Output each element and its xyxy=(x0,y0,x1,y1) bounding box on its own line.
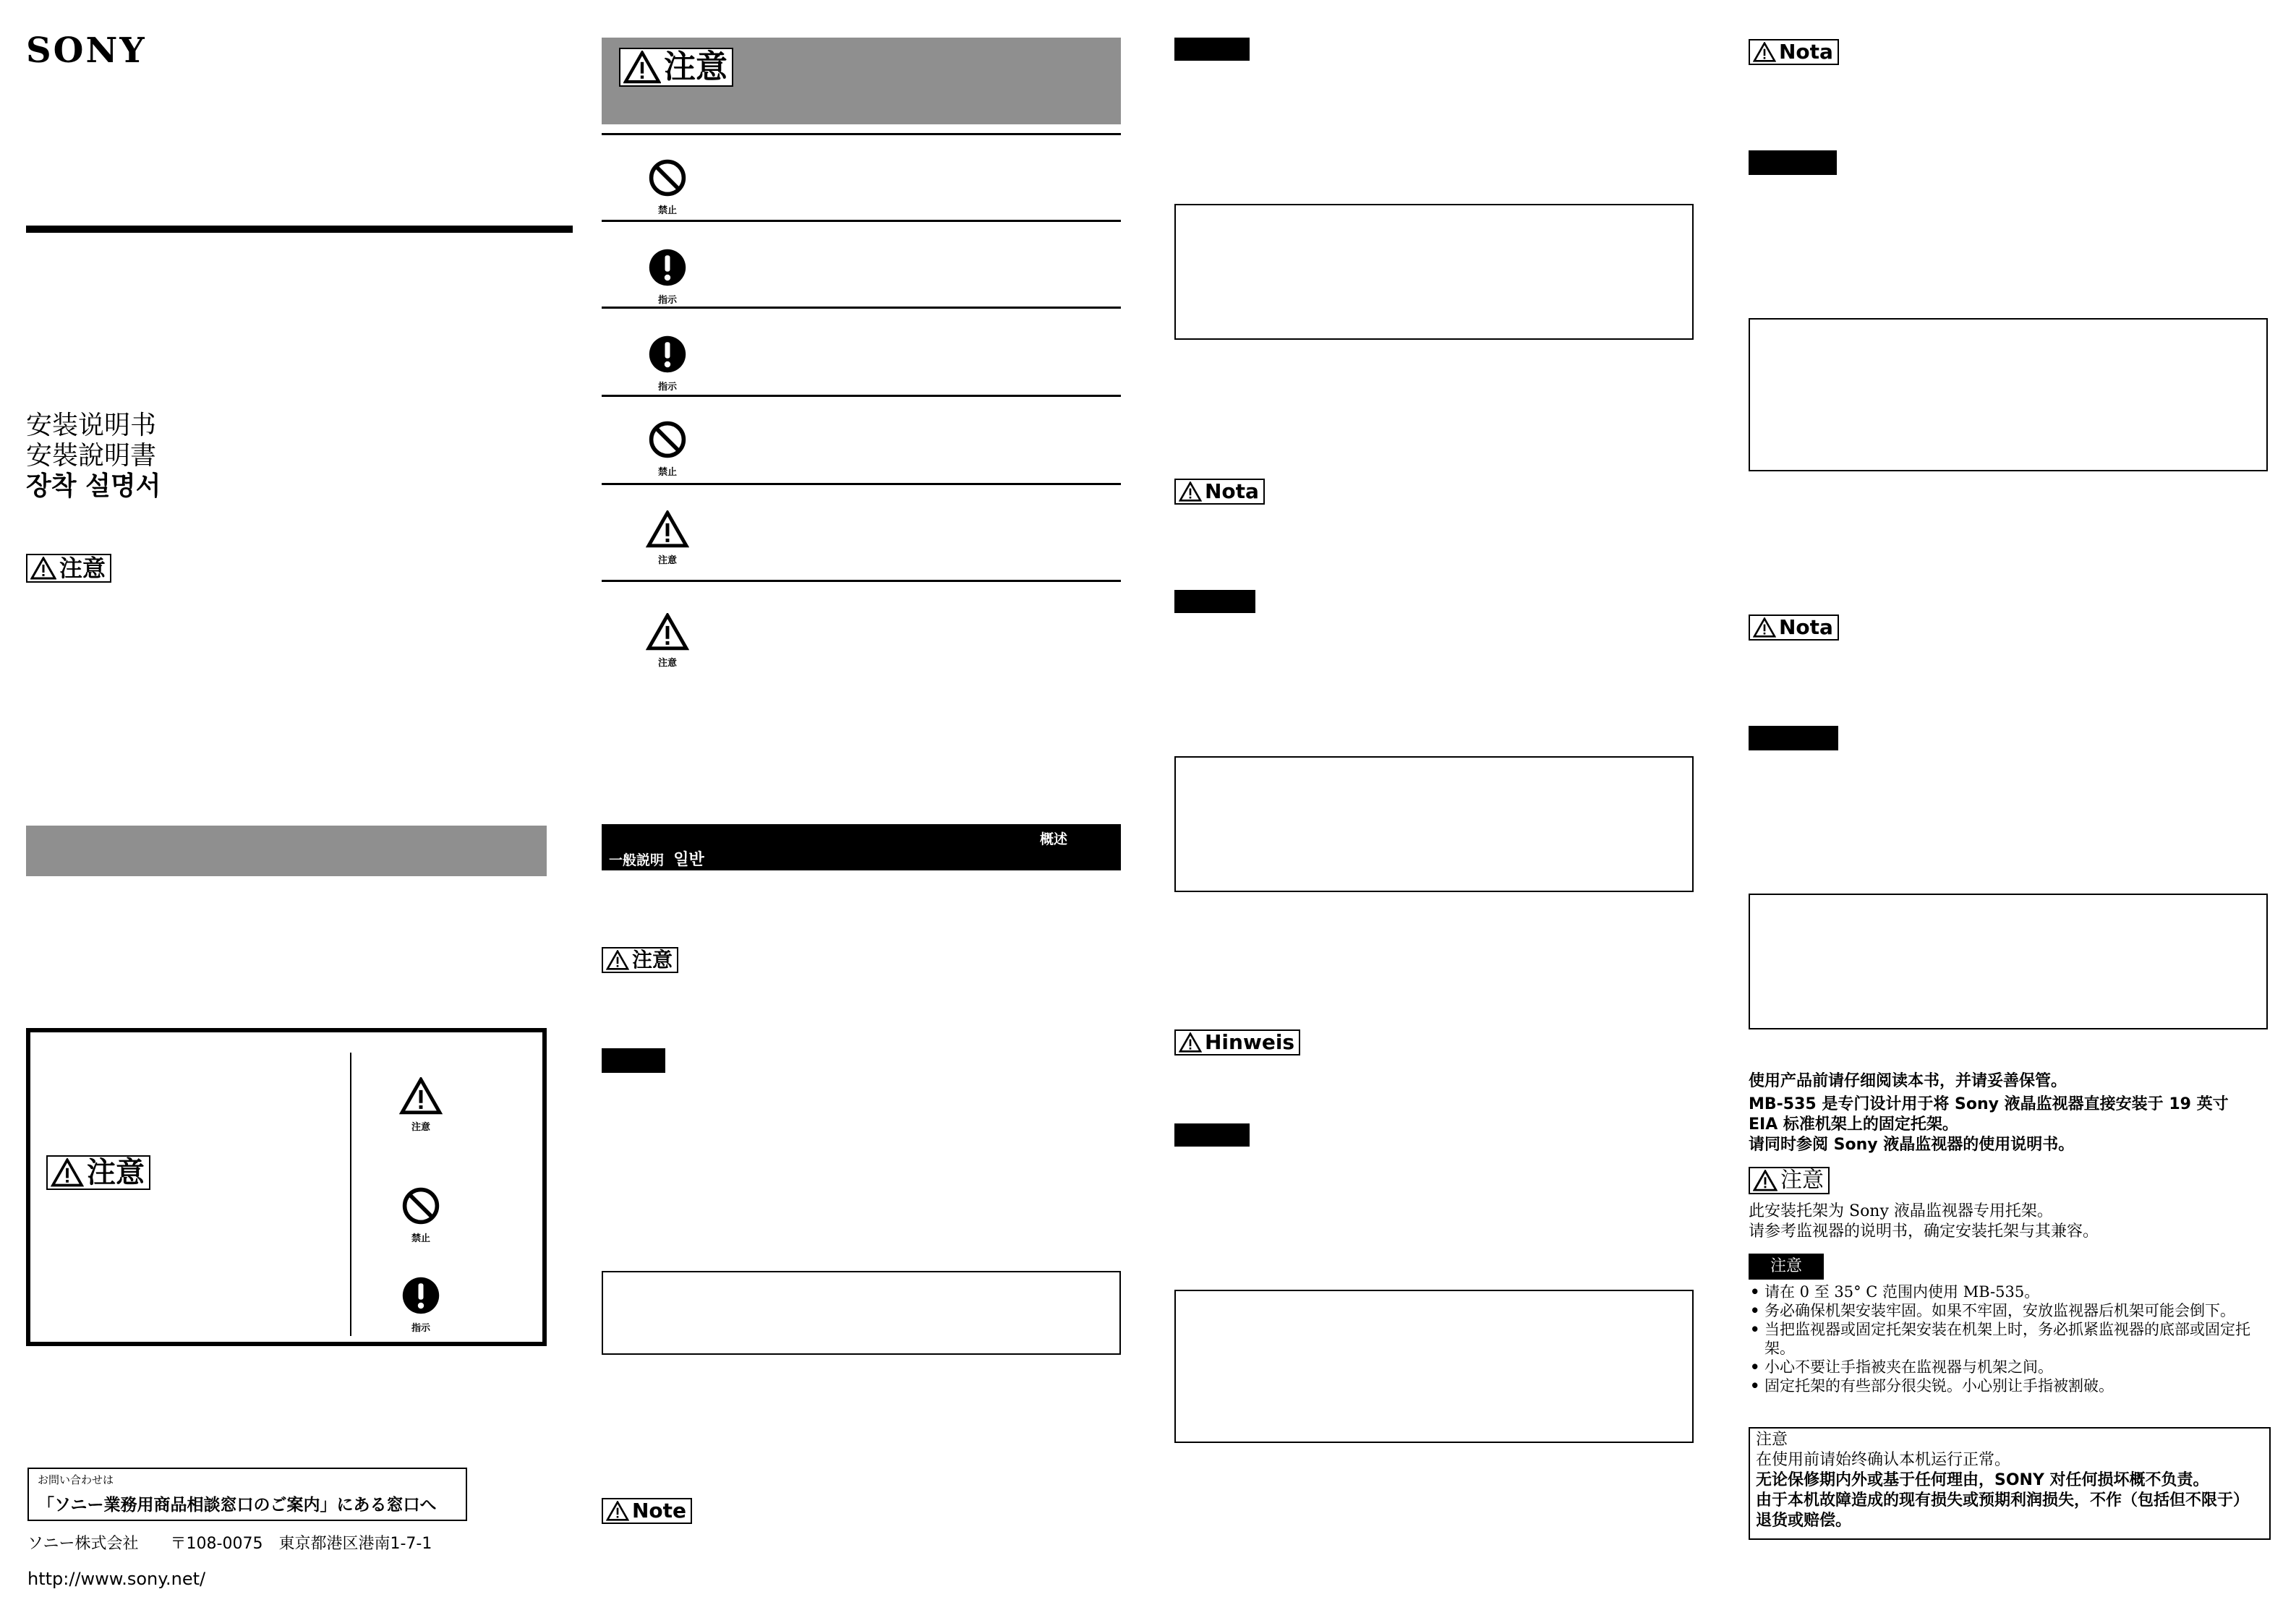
row-divider xyxy=(602,307,1121,309)
disclaimer-box xyxy=(1749,1427,2271,1540)
warning-triangle-icon xyxy=(1179,1032,1202,1053)
hinweis-badge-label: Hinweis xyxy=(1205,1030,1295,1054)
section-bar-japanese xyxy=(609,847,704,870)
disclaimer-line-2: 无论保修期内外或基于任何理由，SONY 对任何损坏概不负责。 xyxy=(1756,1471,2209,1489)
nota-badge-label: Nota xyxy=(1779,615,1833,639)
warning-row-2-symbol xyxy=(646,247,689,306)
instruction-icon xyxy=(647,247,688,288)
warning-row-5-symbol xyxy=(646,510,689,566)
hinweis-badge xyxy=(1174,1029,1300,1055)
caution-box-badge xyxy=(46,1155,150,1190)
caution-header-badge-label: 注意 xyxy=(664,48,727,85)
prohibited-icon xyxy=(401,1186,441,1226)
warning-triangle-icon xyxy=(623,51,661,84)
caution-badge-zh-label: 注意 xyxy=(1780,1168,1824,1193)
section-tab xyxy=(1174,38,1250,61)
warning-triangle-icon xyxy=(30,557,56,580)
warning-row-6-label: 注意 xyxy=(657,658,677,669)
warning-triangle-icon xyxy=(606,950,629,970)
notice-box xyxy=(1749,318,2268,471)
caution-tab-zh: 注意 xyxy=(1749,1254,1824,1280)
warning-row-2-label: 指示 xyxy=(657,295,677,306)
warning-triangle-icon xyxy=(1179,481,1202,502)
notice-box xyxy=(1174,1290,1694,1443)
caution-badge xyxy=(26,554,111,583)
prohibited-icon xyxy=(647,158,688,198)
warning-triangle-icon xyxy=(1753,42,1776,62)
compatibility-text xyxy=(1749,1202,2269,1242)
caution-bullet: • 请在 0 至 35° C 范围内使用 MB-535。 xyxy=(1749,1282,2272,1301)
section-tab xyxy=(1749,150,1837,175)
caution-badge-label: 注意 xyxy=(59,554,106,582)
notice-box xyxy=(602,1271,1121,1355)
nota-badge xyxy=(1749,614,1839,641)
caution-box-divider xyxy=(350,1053,351,1336)
caution-triangle-icon xyxy=(646,510,689,548)
warning-row-1-symbol xyxy=(646,158,689,216)
caution-box-badge-label: 注意 xyxy=(87,1156,145,1189)
intro-paragraph xyxy=(1749,1071,2269,1155)
title-rule xyxy=(26,226,573,233)
section-tab xyxy=(1174,590,1255,613)
cover-gray-band xyxy=(26,826,547,876)
warning-row-6-symbol xyxy=(646,613,689,669)
instruction-icon xyxy=(401,1275,441,1316)
warning-triangle-icon xyxy=(1753,1170,1778,1191)
caution-bullet: • 小心不要让手指被夹在监视器与机架之间。 xyxy=(1749,1358,2272,1376)
section-tab xyxy=(1174,1123,1250,1147)
company-address: ソニー株式会社 〒108-0075 東京都港区港南1-7-1 xyxy=(27,1535,432,1553)
compat-line-2: 请参考监视器的说明书，确定安装托架与其兼容。 xyxy=(1749,1222,2099,1241)
title-simplified-chinese: 安装说明书 xyxy=(26,411,157,440)
warning-row-5-label: 注意 xyxy=(657,555,677,566)
section-bar-korean-text: 일반 xyxy=(673,851,704,869)
section-bar-japanese-text: 一般説明 xyxy=(609,852,665,868)
document-titles xyxy=(26,411,161,502)
title-traditional-chinese: 安裝說明書 xyxy=(26,441,157,471)
row-divider xyxy=(602,395,1121,397)
note-badge-label: Note xyxy=(632,1499,687,1523)
section-tab xyxy=(602,1048,665,1073)
caution-bullet: • 当把监视器或固定托架安装在机架上时，务必抓紧监视器的底部或固定托架。 xyxy=(1749,1320,2272,1358)
warning-row-1-label: 禁止 xyxy=(657,205,677,216)
caution-symbol-box xyxy=(26,1028,547,1346)
inquiry-small-text: お問い合わせは xyxy=(38,1473,114,1486)
caution-bullets xyxy=(1749,1282,2272,1395)
symbol-prohibited-label: 禁止 xyxy=(411,1233,430,1244)
overview-section-bar xyxy=(602,824,1121,870)
nota-badge-label: Nota xyxy=(1205,479,1259,503)
sony-logo: SONY xyxy=(26,30,147,71)
caution-header-band xyxy=(602,38,1121,124)
symbol-caution-label: 注意 xyxy=(411,1122,430,1133)
warning-triangle-icon xyxy=(51,1158,84,1187)
caution-badge-zh xyxy=(1749,1167,1830,1194)
row-divider xyxy=(602,580,1121,582)
section-tab xyxy=(1749,726,1838,750)
title-korean: 장착 설명서 xyxy=(26,471,161,501)
intro-line-2: MB-535 是专门设计用于将 Sony 液晶监视器直接安装于 19 英寸 xyxy=(1749,1095,2229,1113)
inquiry-box xyxy=(27,1468,467,1521)
inquiry-main-text: 「ソニー業務用商品相談窓口のご案内」にある窓口へ xyxy=(38,1496,437,1515)
warning-triangle-icon xyxy=(1753,617,1776,638)
warning-row-3-symbol xyxy=(646,334,689,393)
notice-box xyxy=(1174,756,1694,892)
symbol-instruction-label: 指示 xyxy=(411,1323,430,1334)
intro-line-4: 请同时参阅 Sony 液晶监视器的使用说明书。 xyxy=(1749,1136,2075,1154)
compat-line-1: 此安装托架为 Sony 液晶监视器专用托架。 xyxy=(1749,1202,2053,1220)
warning-row-4-symbol xyxy=(646,419,689,478)
disclaimer-title: 注意 xyxy=(1756,1431,1788,1449)
caution-badge-small-label: 注意 xyxy=(632,948,673,972)
disclaimer-line-1: 在使用前请始终确认本机运行正常。 xyxy=(1756,1451,2011,1469)
prohibited-icon xyxy=(647,419,688,460)
caution-header-badge xyxy=(619,48,733,87)
row-divider xyxy=(602,483,1121,485)
intro-line-3: EIA 标准机架上的固定托架。 xyxy=(1749,1115,1958,1134)
caution-badge-small xyxy=(602,947,678,973)
symbol-instruction xyxy=(399,1275,443,1334)
row-divider xyxy=(602,220,1121,222)
intro-line-1: 使用产品前请仔细阅读本书，并请妥善保管。 xyxy=(1749,1072,2067,1090)
caution-triangle-icon xyxy=(646,613,689,651)
nota-badge xyxy=(1174,479,1265,505)
warning-row-4-label: 禁止 xyxy=(657,467,677,478)
nota-badge-label: Nota xyxy=(1779,40,1833,64)
nota-badge xyxy=(1749,39,1839,65)
warning-row-3-label: 指示 xyxy=(657,382,677,393)
notice-box xyxy=(1174,204,1694,340)
warning-triangle-icon xyxy=(606,1501,629,1521)
symbol-caution xyxy=(399,1077,443,1133)
caution-bullet: • 固定托架的有些部分很尖锐。小心别让手指被割破。 xyxy=(1749,1376,2272,1395)
disclaimer-line-3: 由于本机故障造成的现有损失或预期利润损失，不作（包括但不限于）退货或赔偿。 xyxy=(1756,1491,2250,1530)
row-divider xyxy=(602,133,1121,135)
note-badge xyxy=(602,1498,692,1524)
symbol-prohibited xyxy=(399,1186,443,1244)
notice-box xyxy=(1749,894,2268,1029)
sony-url[interactable]: http://www.sony.net/ xyxy=(27,1569,206,1589)
caution-triangle-icon xyxy=(399,1077,443,1115)
section-bar-chinese: 概述 xyxy=(1040,831,1068,847)
instruction-icon xyxy=(647,334,688,374)
caution-bullet: • 务必确保机架安装牢固。如果不牢固，安放监视器后机架可能会倒下。 xyxy=(1749,1301,2272,1320)
